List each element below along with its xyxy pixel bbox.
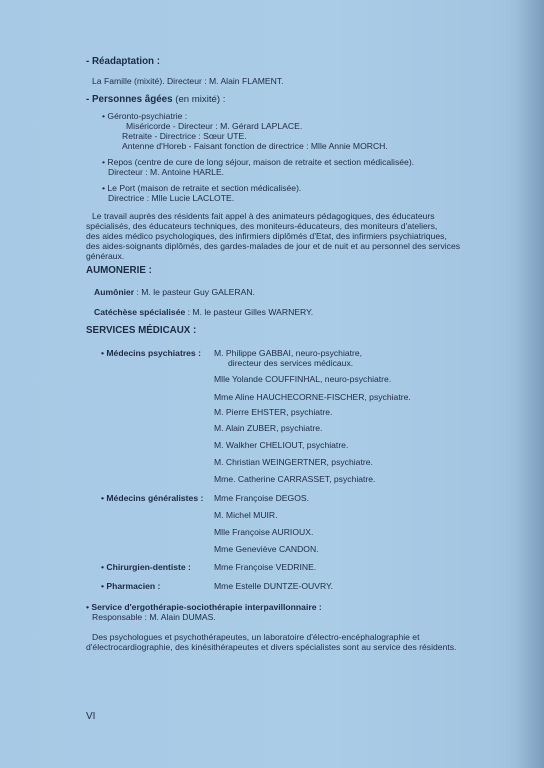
staff-paragraph-line-3: des aides médico psychologiques, des infirmiers diplômés d'Etat, des infirmiers psychiatriques, [86,231,447,241]
page-number: VI [86,711,96,722]
page-fold-shadow [516,0,544,768]
pharmacien-value: Mme Estelle DUNTZE-OUVRY. [214,581,334,591]
geronto-title: • Géronto-psychiatrie : [102,111,188,121]
psychiatre-6: M. Walkher CHELIOUT, psychiatre. [214,440,349,450]
closing-line-2: d'électrocardiographie, des kinésithérapeutes et divers spécialistes sont au service des résidents. [86,642,457,652]
psychiatre-4: M. Pierre EHSTER, psychiatre. [214,407,333,417]
heading-aumonerie: AUMONERIE : [86,265,152,276]
pharmacien-label: • Pharmacien : [101,581,161,591]
psychiatre-7: M. Christian WEINGERTNER, psychiatre. [214,457,373,467]
repos-line-1: • Repos (centre de cure de long séjour, maison de retraite et section médicalisée). [102,157,415,167]
catechese-value: : M. le pasteur Gilles WARNERY. [185,307,314,317]
geronto-line-1: Miséricorde - Directeur : M. Gérard LAPLACE. [126,121,303,131]
staff-paragraph-line-4: des aides-soignants diplômés, des gardes-malades de jour et de nuit et au personnel des services [86,241,461,251]
repos-line-2: Directeur : M. Antoine HARLE. [108,167,225,177]
psychiatre-2: Mlle Yolande COUFFINHAL, neuro-psychiatre. [214,374,392,384]
heading-personnes-agees-suffix: (en mixité) : [172,94,226,105]
heading-readaptation: - Réadaptation : [86,56,161,67]
geronto-line-3: Antenne d'Horeb - Faisant fonction de directrice : Mlle Annie MORCH. [122,141,388,151]
closing-line-1: Des psychologues et psychothérapeutes, un laboratoire d'électro-encéphalographie et [92,632,420,642]
staff-paragraph-line-5: généraux. [86,251,125,261]
aumonier-line [94,287,255,297]
port-line-1: • Le Port (maison de retraite et section médicalisée). [102,183,302,193]
psychiatre-8: Mme. Catherine CARRASSET, psychiatre. [214,474,376,484]
generaliste-1: Mme Françoise DEGOS. [214,493,310,503]
heading-personnes-agees [86,94,225,105]
psychiatres-label: • Médecins psychiatres : [101,348,201,358]
dentiste-label: • Chirurgien-dentiste : [101,562,191,572]
aumonier-label: Aumônier [94,287,135,297]
geronto-line-2: Retraite - Directrice : Sœur UTE. [122,131,247,141]
psychiatre-5: M. Alain ZUBER, psychiatre. [214,423,323,433]
ergo-label: • Service d'ergothérapie-sociothérapie interpavillonnaire : [86,602,322,612]
ergo-responsable: Responsable : M. Alain DUMAS. [92,612,216,622]
catechese-label: Catéchèse spécialisée [94,307,186,317]
generaliste-3: Mlle Françoise AURIOUX. [214,527,314,537]
port-line-2: Directrice : Mlle Lucie LACLOTE. [108,193,235,203]
staff-paragraph-line-2: spécialisés, des éducateurs techniques, des moniteurs-éducateurs, des moniteurs d'ateliers, [86,221,438,231]
heading-services-medicaux: SERVICES MÉDICAUX : [86,325,197,336]
staff-paragraph-line-1: Le travail auprès des résidents fait appel à des animateurs pédagogiques, des éducateurs [92,211,435,221]
psychiatre-1-role: directeur des services médicaux. [228,358,354,368]
aumonier-value: : M. le pasteur Guy GALERAN. [134,287,255,297]
heading-personnes-agees-bold: - Personnes âgées [86,94,173,105]
generaliste-4: Mme Geneviève CANDON. [214,544,319,554]
dentiste-value: Mme Françoise VEDRINE. [214,562,317,572]
generalistes-label: • Médecins généralistes : [101,493,204,503]
psychiatre-1: M. Philippe GABBAI, neuro-psychiatre, [214,348,363,358]
readaptation-line: La Famille (mixité). Directeur : M. Alain FLAMENT. [92,76,284,86]
psychiatre-3: Mme Aline HAUCHECORNE-FISCHER, psychiatre. [214,392,411,402]
catechese-line [94,307,313,317]
generaliste-2: M. Michel MUIR. [214,510,278,520]
